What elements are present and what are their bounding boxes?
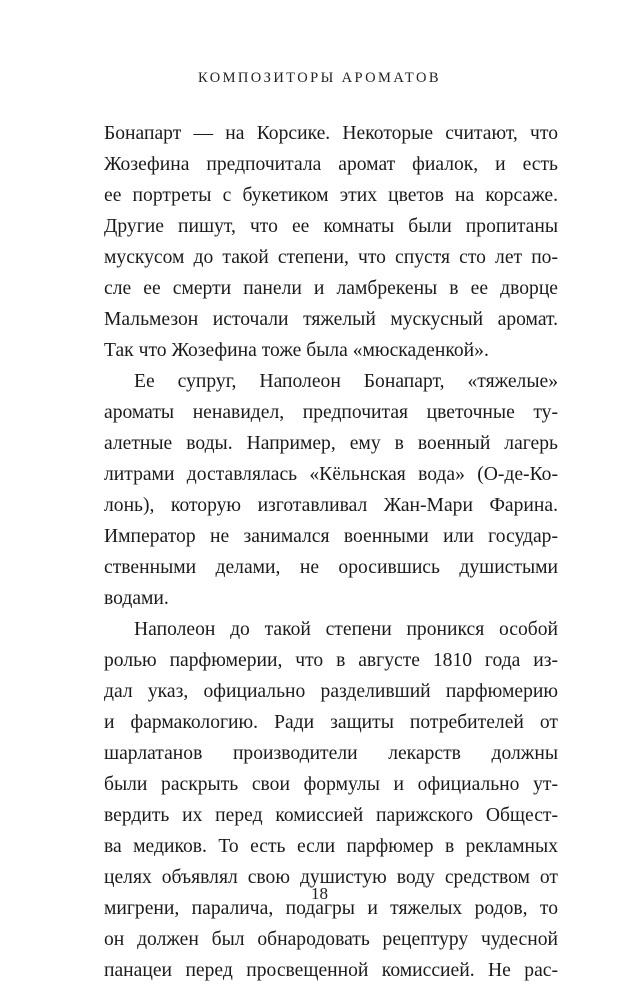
text-line: Так что Жозефина тоже была «мюскаденкой».: [104, 340, 489, 361]
text-line: вердить их перед комиссией парижского Общест-: [104, 805, 558, 826]
page-number: 18: [311, 884, 328, 903]
text-line: ее портреты с букетиком этих цветов на корсаже.: [104, 185, 558, 206]
text-line: ва медиков. То есть если парфюмер в рекламных: [104, 836, 558, 857]
text-line: ролью парфюмерии, что в августе 1810 года из-: [104, 650, 558, 671]
text-line: Жозефина предпочитала аромат фиалок, и есть: [104, 154, 558, 175]
text-line: Император не занимался военными или государ-: [104, 526, 558, 547]
text-line: мускусом до такой степени, что спустя сто лет по-: [104, 247, 558, 268]
text-line: целях объявлял свою душистую воду средством от: [104, 867, 558, 888]
text-line: лонь), которую изготавливал Жан-Мари Фарина.: [104, 495, 558, 516]
text-line: панацеи перед просвещенной комиссией. Не рас-: [104, 960, 558, 981]
text-line: и фармакологию. Ради защиты потребителей от: [104, 712, 558, 733]
text-line: он должен был обнародовать рецептуру чудесной: [104, 929, 558, 950]
text-line: шарлатанов производители лекарств должны: [104, 743, 558, 764]
text-line: Мальмезон источали тяжелый мускусный аромат.: [104, 309, 558, 330]
text-line: мигрени, паралича, подагры и тяжелых родов, то: [104, 898, 558, 919]
running-head: КОМПОЗИТОРЫ АРОМАТОВ: [198, 70, 441, 86]
body-text: [104, 118, 558, 986]
text-line: Наполеон до такой степени проникся особой: [134, 619, 558, 640]
text-line: Другие пишут, что ее комнаты были пропитаны: [104, 216, 558, 237]
text-line: Бонапарт — на Корсике. Некоторые считают, что: [104, 123, 558, 144]
text-line: были раскрыть свои формулы и официально ут-: [104, 774, 558, 795]
text-line: литрами доставлялась «Кёльнская вода» (О-де-Ко-: [104, 464, 558, 485]
text-line: алетные воды. Например, ему в военный лагерь: [104, 433, 558, 454]
text-line: дал указ, официально разделивший парфюмерию: [104, 681, 558, 702]
text-line: сле ее смерти панели и ламбрекены в ее дворце: [104, 278, 558, 299]
text-line: Ее супруг, Наполеон Бонапарт, «тяжелые»: [134, 371, 558, 392]
text-line: ственными делами, не оросившись душистыми: [104, 557, 558, 578]
text-line: ароматы ненавидел, предпочитая цветочные ту-: [104, 402, 558, 423]
text-line: водами.: [104, 588, 169, 609]
